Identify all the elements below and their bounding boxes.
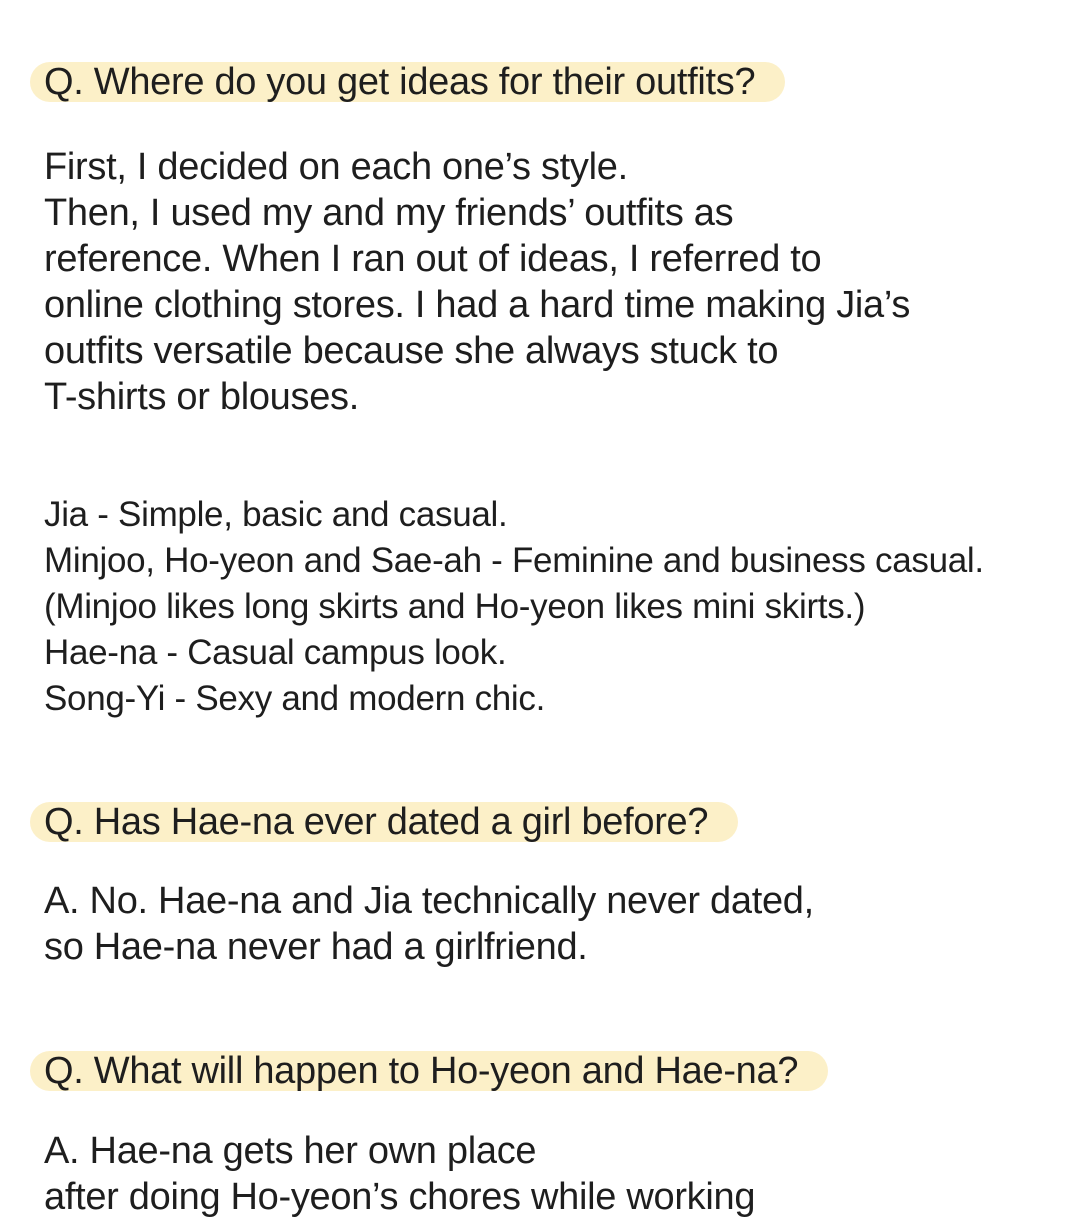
- style-line-minjoo-hoyeon-saeah: Minjoo, Ho-yeon and Sae-ah - Feminine and business casual.: [44, 541, 984, 580]
- answer-dated-girl: [44, 878, 814, 970]
- answer-line: online clothing stores. I had a hard time making Jia’s: [44, 284, 911, 326]
- answer-line: reference. When I ran out of ideas, I referred to: [44, 238, 822, 280]
- answer-line: First, I decided on each one’s style.: [44, 146, 628, 188]
- answer-line: A. Hae-na gets her own place: [44, 1130, 537, 1172]
- question-heading-hoyeon-haena: Q. What will happen to Ho-yeon and Hae-na?: [30, 1051, 828, 1091]
- style-line-songyi: Song-Yi - Sexy and modern chic.: [44, 679, 546, 718]
- answer-line: T-shirts or blouses.: [44, 376, 359, 418]
- question-heading-outfits: Q. Where do you get ideas for their outfits?: [30, 62, 785, 102]
- answer-hoyeon-haena: [44, 1128, 755, 1220]
- answer-line: outfits versatile because she always stuck to: [44, 330, 779, 372]
- answer-line: so Hae-na never had a girlfriend.: [44, 926, 588, 968]
- question-heading-dated-girl: Q. Has Hae-na ever dated a girl before?: [30, 802, 738, 842]
- answer-line: after doing Ho-yeon’s chores while working: [44, 1176, 756, 1218]
- answer-line: Then, I used my and my friends’ outfits as: [44, 192, 734, 234]
- answer-line: A. No. Hae-na and Jia technically never dated,: [44, 880, 814, 922]
- style-line-haena: Hae-na - Casual campus look.: [44, 633, 507, 672]
- character-style-list: [44, 492, 984, 722]
- style-line-jia: Jia - Simple, basic and casual.: [44, 495, 508, 534]
- style-line-skirts-note: (Minjoo likes long skirts and Ho-yeon likes mini skirts.): [44, 587, 866, 626]
- answer-outfits: [44, 144, 910, 420]
